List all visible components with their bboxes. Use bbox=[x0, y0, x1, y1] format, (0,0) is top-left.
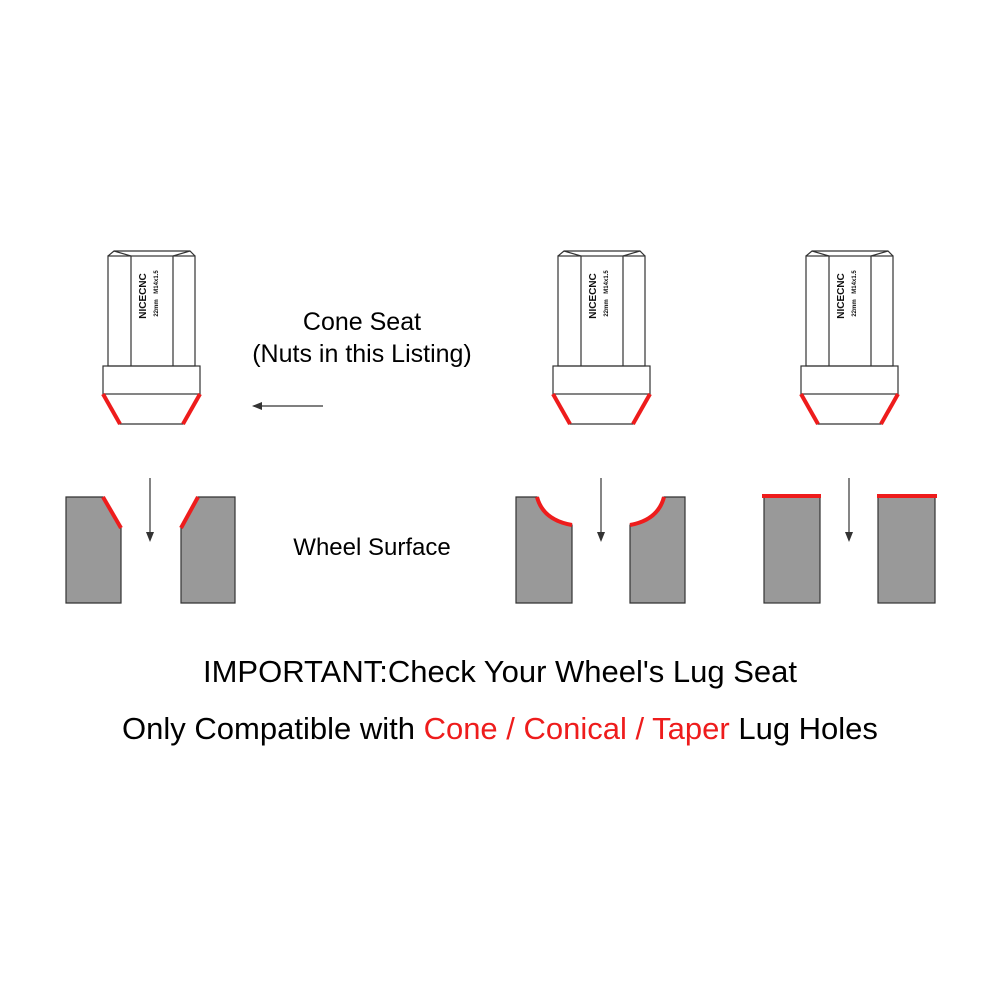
down-arrow bbox=[597, 478, 605, 542]
nut-size-engraving: 22mm bbox=[852, 299, 858, 317]
nut-seat-left-highlight bbox=[103, 394, 120, 424]
important-notice: IMPORTANT:Check Your Wheel's Lug Seat bbox=[202, 654, 798, 689]
nut-brand-engraving: NICECNC bbox=[836, 273, 847, 319]
compatibility-highlight: Cone / Conical / Taper bbox=[423, 711, 730, 746]
wheel-ball-seat bbox=[516, 478, 685, 603]
compatibility-notice bbox=[0, 711, 1000, 747]
lug-nut-cone-seat bbox=[801, 251, 898, 424]
nut-seat-left-highlight bbox=[553, 394, 570, 424]
nut-brand-engraving: NICECNC bbox=[588, 273, 599, 319]
nut-size-engraving: 22mm bbox=[154, 299, 160, 317]
nut-seat-right-highlight bbox=[633, 394, 650, 424]
wheel-surface-label: Wheel Surface bbox=[293, 534, 451, 561]
nut-thread-engraving: M14x1.5 bbox=[852, 270, 858, 294]
down-arrow bbox=[146, 478, 154, 542]
wheel-cone-seat bbox=[66, 478, 235, 603]
down-arrow bbox=[845, 478, 853, 542]
nut-thread-engraving: M14x1.5 bbox=[604, 270, 610, 294]
cone-seat-label: Cone Seat bbox=[302, 308, 422, 336]
nut-seat-right-highlight bbox=[183, 394, 200, 424]
compatibility-suffix: Lug Holes bbox=[729, 711, 878, 746]
lug-nut-cone-seat bbox=[553, 251, 650, 424]
nut-size-engraving: 22mm bbox=[604, 299, 610, 317]
lug-nut-cone-seat bbox=[103, 251, 200, 424]
pointer-arrow bbox=[252, 402, 323, 410]
compatibility-prefix: Only Compatible with bbox=[122, 711, 424, 746]
nut-thread-engraving: M14x1.5 bbox=[154, 270, 160, 294]
nut-seat-left-highlight bbox=[801, 394, 818, 424]
nut-brand-engraving: NICECNC bbox=[138, 273, 149, 319]
nut-seat-right-highlight bbox=[881, 394, 898, 424]
wheel-flat-seat bbox=[762, 478, 937, 603]
cone-seat-sublabel: (Nuts in this Listing) bbox=[252, 340, 472, 368]
